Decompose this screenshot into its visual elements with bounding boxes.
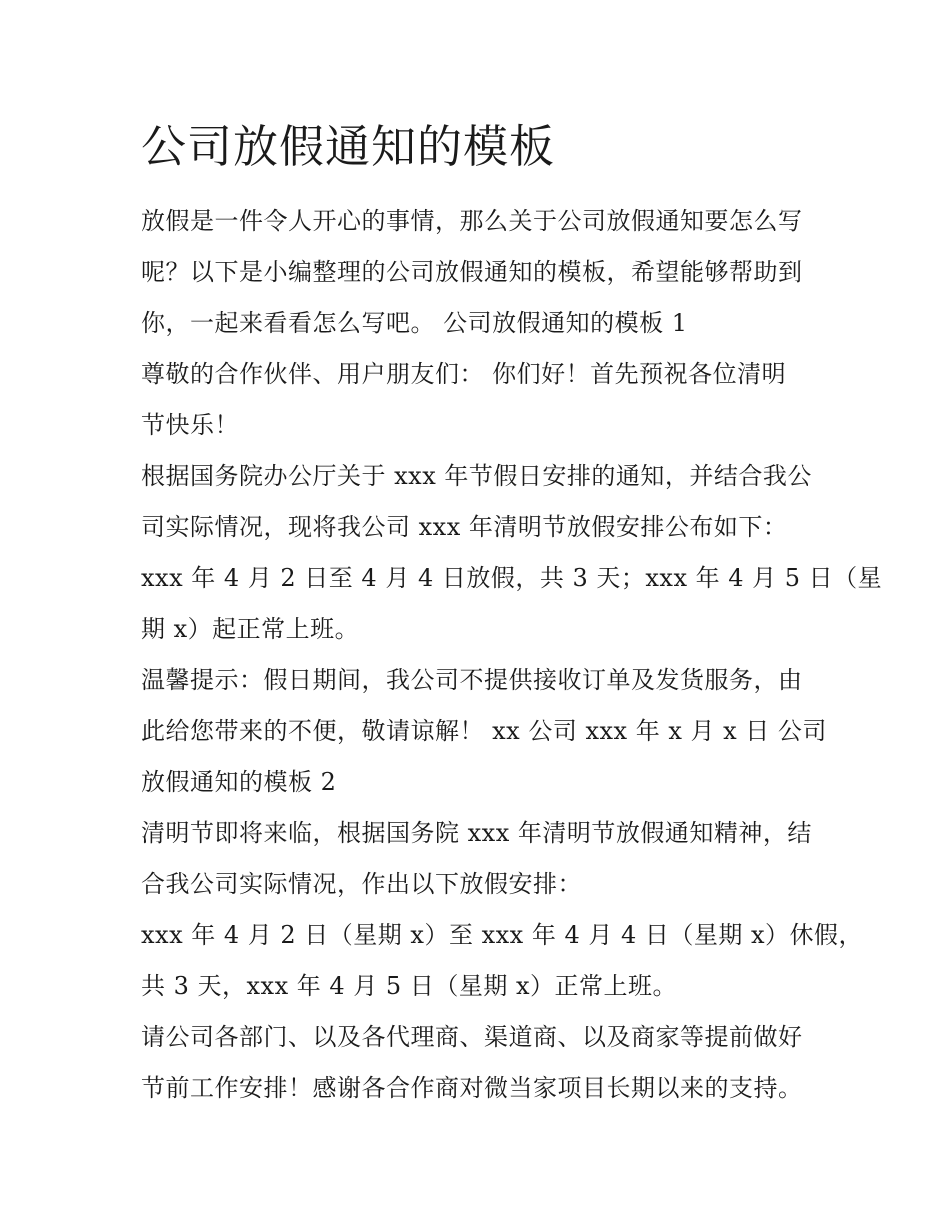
body-line: xxx 年 4 月 2 日至 4 月 4 日放假，共 3 天；xxx 年 4 月 5 日（星 [141, 564, 883, 592]
body-line: xxx 年 4 月 2 日（星期 x）至 xxx 年 4 月 4 日（星期 x）休假， [141, 921, 864, 949]
body-line: 呢？以下是小编整理的公司放假通知的模板，希望能够帮助到 [141, 258, 803, 286]
body-line: 节快乐！ [141, 411, 239, 439]
document-body [141, 196, 883, 1114]
body-line: 此给您带来的不便，敬请谅解！ xx 公司 xxx 年 x 月 x 日 公司 [141, 717, 827, 745]
body-line: 温馨提示：假日期间，我公司不提供接收订单及发货服务，由 [141, 666, 803, 694]
body-line: 期 x）起正常上班。 [141, 615, 360, 643]
body-line: 节前工作安排！感谢各合作商对微当家项目长期以来的支持。 [141, 1074, 803, 1102]
body-line: 放假是一件令人开心的事情，那么关于公司放假通知要怎么写 [141, 207, 803, 235]
body-line: 请公司各部门、以及各代理商、渠道商、以及商家等提前做好 [141, 1023, 803, 1051]
body-line: 司实际情况，现将我公司 xxx 年清明节放假安排公布如下： [141, 513, 788, 541]
body-line: 根据国务院办公厅关于 xxx 年节假日安排的通知，并结合我公 [141, 462, 812, 490]
body-line: 尊敬的合作伙伴、用户朋友们： 你们好！首先预祝各位清明 [141, 360, 787, 388]
body-line: 合我公司实际情况，作出以下放假安排： [141, 870, 582, 898]
body-line: 清明节即将来临，根据国务院 xxx 年清明节放假通知精神，结 [141, 819, 812, 847]
document-title: 公司放假通知的模板 [141, 120, 556, 173]
body-line: 你，一起来看看怎么写吧。 公司放假通知的模板 1 [141, 309, 688, 337]
body-line: 共 3 天，xxx 年 4 月 5 日（星期 x）正常上班。 [141, 972, 677, 1000]
body-line: 放假通知的模板 2 [141, 768, 337, 796]
